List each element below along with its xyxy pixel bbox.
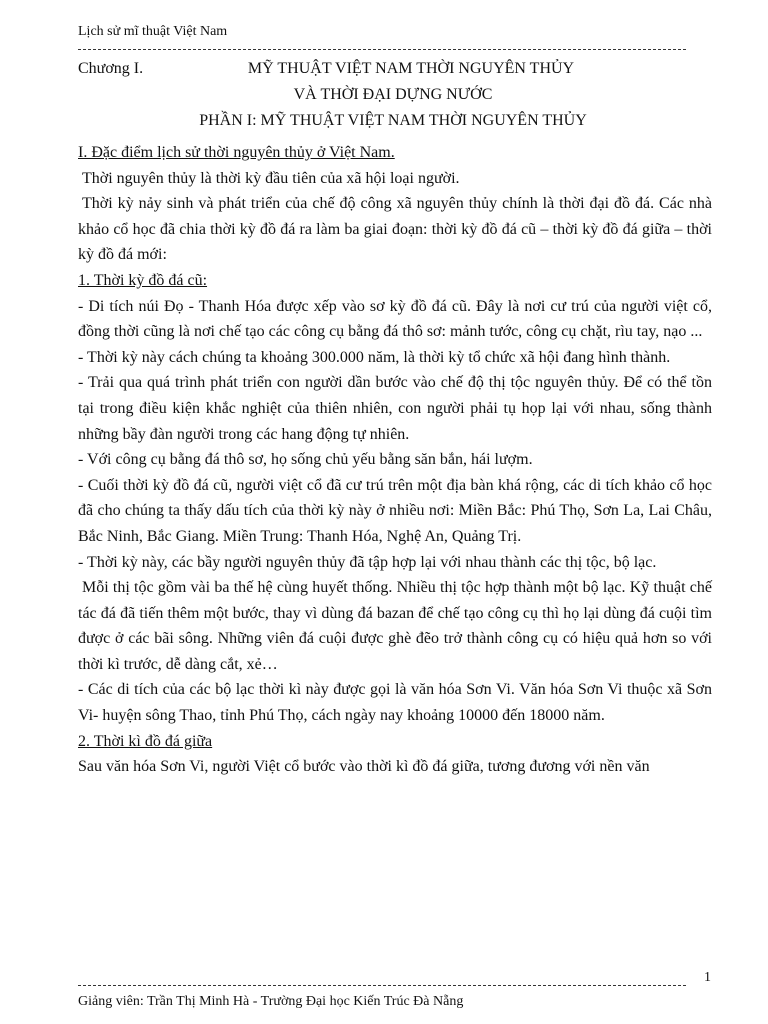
chapter-label: Chương I. bbox=[78, 60, 144, 77]
paragraph: Thời kỳ nảy sinh và phát triển của chế độ công xã nguyên thủy chính là thời đại đồ đá. Các nhà khảo cổ học đã chia thời kỳ đồ đá ra làm ba giai đoạn: thời kỳ đồ đá cũ – thời kỳ đồ đá giữa – thời kỳ đồ đá mới: bbox=[78, 195, 712, 264]
paragraph: - Thời kỳ này cách chúng ta khoảng 300.000 năm, là thời kỳ tổ chức xã hội đang hình thành. bbox=[78, 348, 671, 366]
chapter-title-line2: VÀ THỜI ĐẠI DỰNG NƯỚC bbox=[293, 86, 493, 103]
chapter-title-line1: MỸ THUẬT VIỆT NAM THỜI NGUYÊN THỦY bbox=[247, 60, 575, 77]
page-number: 1 bbox=[704, 970, 711, 985]
paragraph: - Trải qua quá trình phát triển con người dần bước vào chế độ thị tộc nguyên thủy. Để có thể tồn tại trong điều kiện khắc nghiệt của thiên nhiên, con người phải tụ họp lại với nhau, sống thành những bầy đàn người trong các hang động tự nhiên. bbox=[78, 374, 712, 443]
running-footer: Giảng viên: Trần Thị Minh Hà - Trường Đại học Kiến Trúc Đà Nẵng bbox=[78, 994, 464, 1009]
section-heading: 1. Thời kỳ đồ đá cũ: bbox=[78, 271, 208, 289]
paragraph: Thời nguyên thủy là thời kỳ đầu tiên của xã hội loại người. bbox=[82, 169, 460, 187]
header-divider bbox=[78, 49, 686, 50]
paragraph: - Di tích núi Đọ - Thanh Hóa được xếp vào sơ kỳ đồ đá cũ. Đây là nơi cư trú của người việt cổ, đồng thời cũng là nơi chế tạo các công cụ bằng đá thô sơ: mảnh tước, công cụ chặt, rìu tay, nạo ... bbox=[78, 297, 712, 341]
body-text bbox=[78, 140, 712, 780]
paragraph: - Cuối thời kỳ đồ đá cũ, người việt cổ đã cư trú trên một địa bàn khá rộng, các di tích khảo cổ học đã cho chúng ta thấy dấu tích của thời kỳ này ở nhiều nơi: Miền Bắc: Phú Thọ, Sơn La, Lai Châu, Bắc Ninh, Bắc Giang. Miền Trung: Thanh Hóa, Nghệ An, Quảng Trị. bbox=[78, 476, 712, 545]
footer-divider bbox=[78, 985, 686, 986]
section-heading: I. Đặc điểm lịch sử thời nguyên thủy ở Việt Nam. bbox=[78, 144, 395, 161]
running-header: Lịch sử mĩ thuật Việt Nam bbox=[78, 24, 228, 39]
section-heading: 2. Thời kì đồ đá giữa bbox=[78, 732, 213, 750]
paragraph: - Thời kỳ này, các bầy người nguyên thủy đã tập hợp lại với nhau thành các thị tộc, bộ lạc. bbox=[78, 553, 657, 571]
paragraph: - Các di tích của các bộ lạc thời kì này được gọi là văn hóa Sơn Vi. Văn hóa Sơn Vi thuộc xã Sơn Vi- huyện sông Thao, tỉnh Phú Thọ, cách ngày nay khoảng 10000 đến 18000 năm. bbox=[78, 681, 712, 725]
paragraph: - Với công cụ bằng đá thô sơ, họ sống chủ yếu bằng săn bắn, hái lượm. bbox=[78, 451, 533, 469]
chapter-heading bbox=[78, 60, 708, 84]
paragraph: Mỗi thị tộc gồm vài ba thế hệ cùng huyết thống. Nhiều thị tộc hợp thành một bộ lạc. Kỹ thuật chế tác đá đã tiến thêm một bước, thay vì dùng đá bazan để chế tạo công cụ thì họ lại dùng đá cuội tìm được ở các bãi sông. Những viên đá cuội được ghè đẽo trở thành công cụ có hiệu quả hơn so với thời kì trước, dễ dàng cắt, xẻ… bbox=[78, 579, 712, 673]
part-title: PHẦN I: MỸ THUẬT VIỆT NAM THỜI NGUYÊN THỦY bbox=[199, 112, 587, 129]
paragraph: Sau văn hóa Sơn Vi, người Việt cổ bước vào thời kì đồ đá giữa, tương đương với nền văn bbox=[78, 758, 650, 776]
